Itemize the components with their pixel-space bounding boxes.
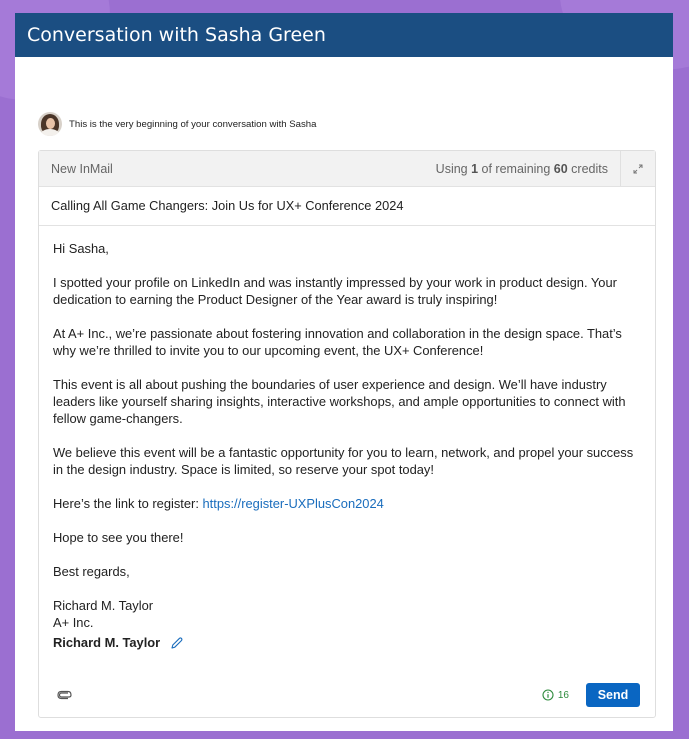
inmail-composer xyxy=(38,150,656,718)
credits-indicator: Using 1 of remaining 60 credits xyxy=(435,161,608,176)
body-paragraph: At A+ Inc., we’re passionate about fostering innovation and collaboration in the design space. That’s why we’re thrilled to invite you to our upcoming event, the UX+ Conference! xyxy=(53,326,622,358)
signature xyxy=(53,634,641,651)
credits-remaining: 60 xyxy=(553,161,568,176)
credits-used: 1 xyxy=(471,161,479,176)
info-icon xyxy=(542,689,554,701)
attach-button[interactable] xyxy=(57,686,75,704)
sign-company: A+ Inc. xyxy=(53,615,94,630)
body-paragraph: This event is all about pushing the boundaries of user experience and design. We’ll have industry leaders like yourself sharing insights, interactive workshops, and ample opportunities to connect with fellow game-changers. xyxy=(53,377,626,426)
composer-header xyxy=(39,151,655,187)
closing-line: Best regards, xyxy=(53,564,130,579)
character-count-value: 16 xyxy=(557,689,569,701)
composer-title: New InMail xyxy=(51,161,113,176)
avatar xyxy=(38,112,62,136)
conversation-start xyxy=(38,112,316,136)
expand-icon xyxy=(633,164,643,174)
character-count xyxy=(542,689,569,701)
body-paragraph: We believe this event will be a fantastic opportunity for you to learn, network, and propel your success in the design industry. Space is limited, so reserve your spot today! xyxy=(53,445,634,477)
send-button[interactable]: Send xyxy=(586,683,640,707)
conversation-start-text: This is the very beginning of your conversation with Sasha xyxy=(69,118,317,130)
window-title: Conversation with Sasha Green xyxy=(15,13,673,57)
expand-button[interactable] xyxy=(620,151,655,186)
body-paragraph: I spotted your profile on LinkedIn and was instantly impressed by your work in product design. Your dedication to earning the Product Designer of the Year award is truly inspiring! xyxy=(53,275,617,307)
greeting: Hi Sasha, xyxy=(53,241,109,256)
closing-line: Hope to see you there! xyxy=(53,530,184,545)
signature-name: Richard M. Taylor xyxy=(53,635,161,650)
subject-field[interactable]: Calling All Game Changers: Join Us for UX+ Conference 2024 xyxy=(39,187,655,226)
register-line: Here’s the link to register: https://register-UXPlusCon2024 xyxy=(53,496,384,511)
register-link[interactable]: https://register-UXPlusCon2024 xyxy=(202,496,384,511)
paperclip-icon xyxy=(57,690,73,700)
sign-name: Richard M. Taylor xyxy=(53,598,154,613)
conversation-window xyxy=(15,13,673,731)
pencil-icon[interactable] xyxy=(170,636,184,650)
message-body[interactable] xyxy=(39,226,655,651)
composer-footer xyxy=(39,673,655,717)
